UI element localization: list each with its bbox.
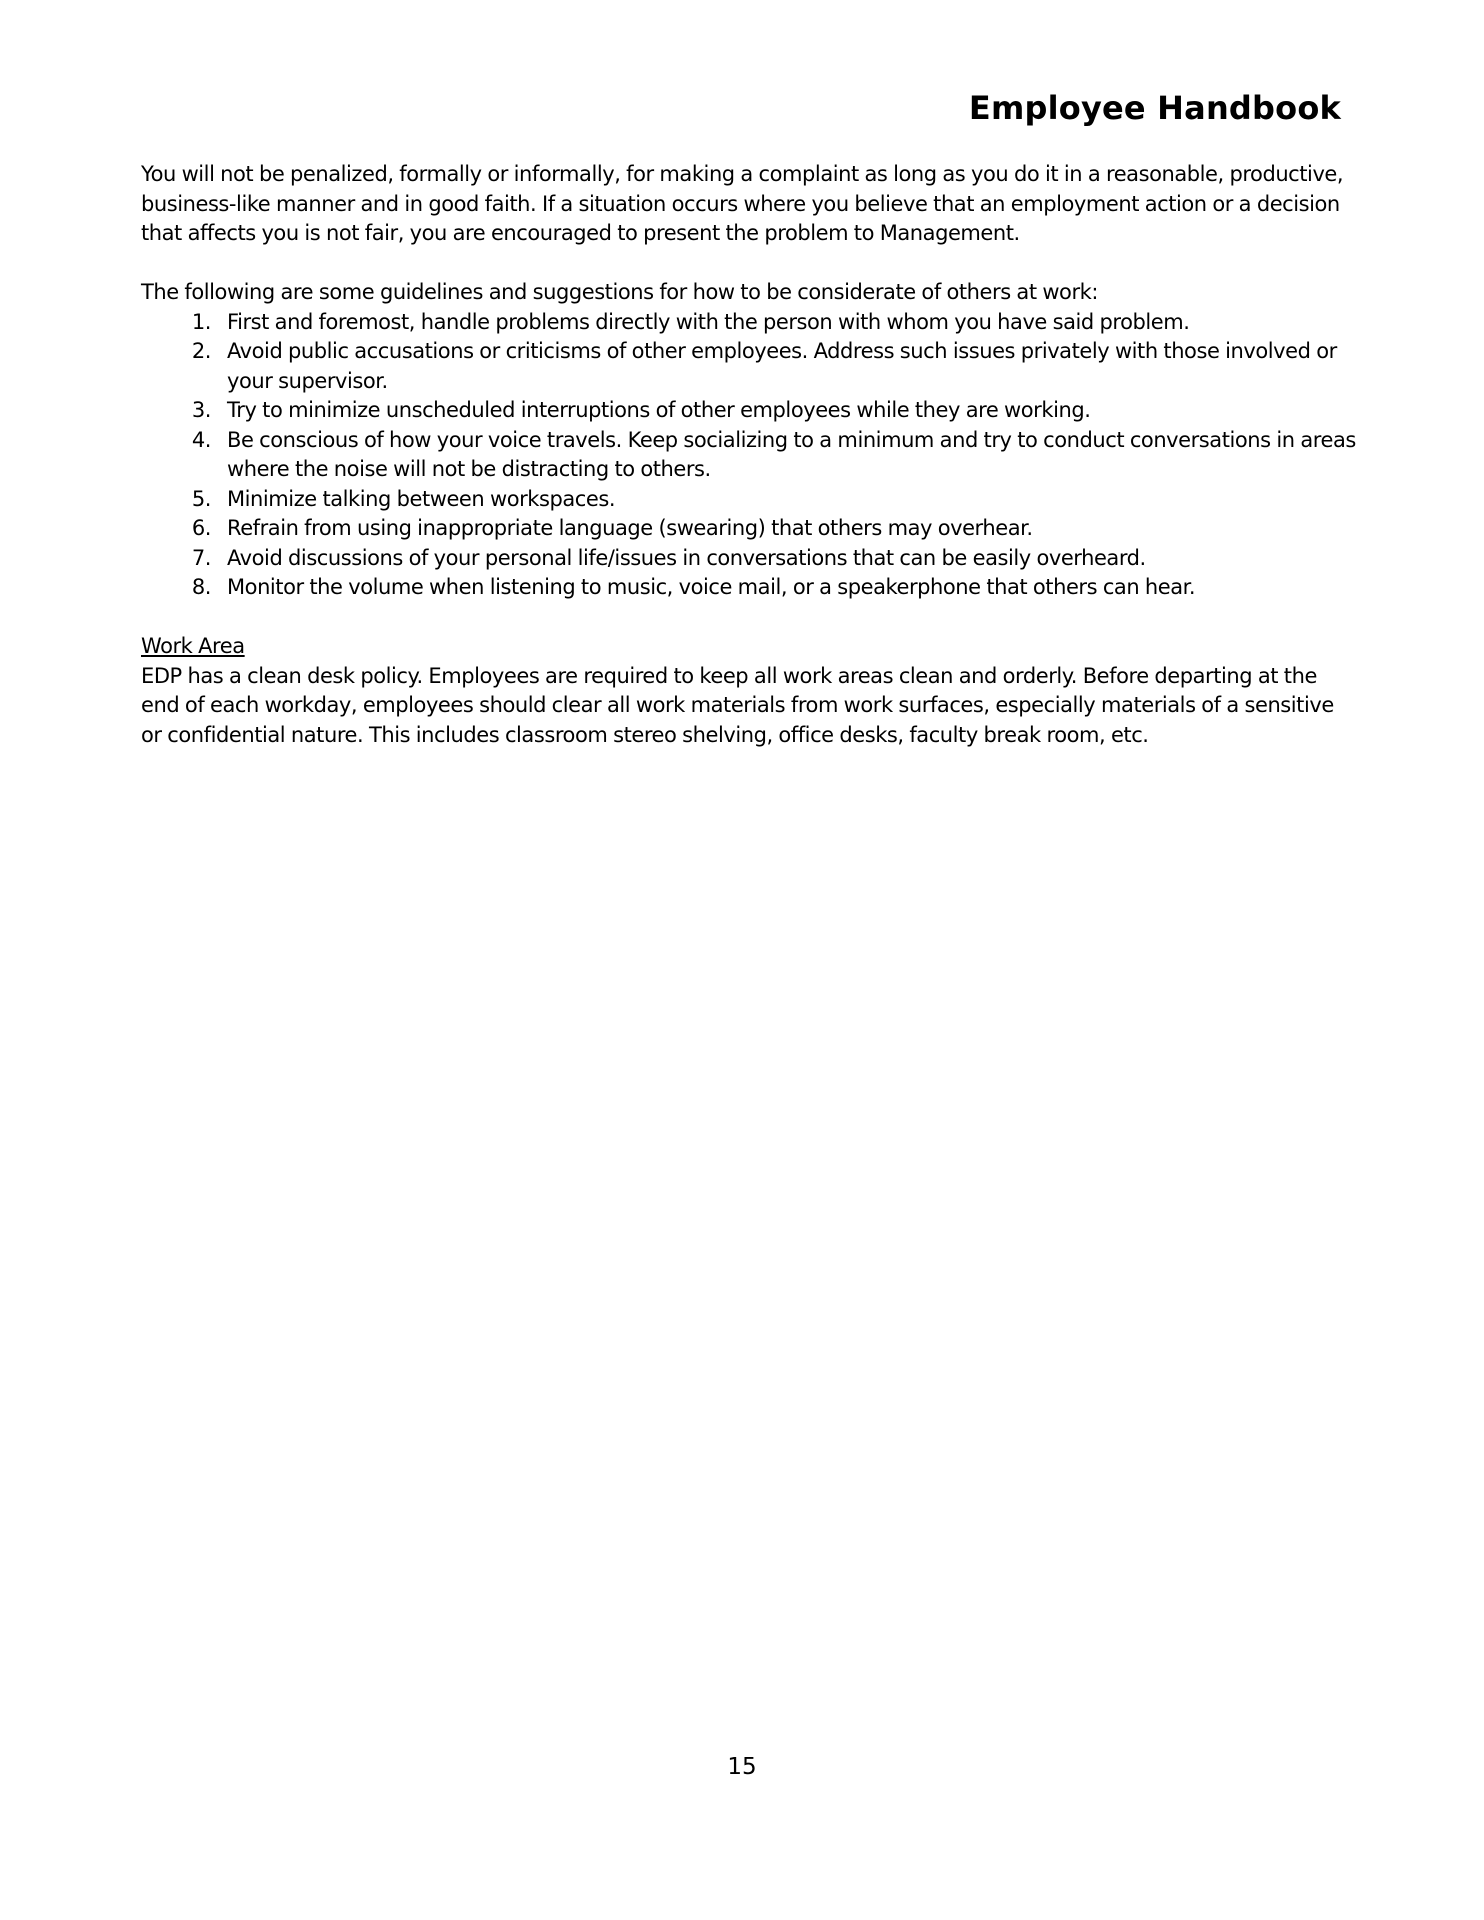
list-number: 2. bbox=[191, 339, 211, 363]
complaint-paragraph: You will not be penalized, formally or informally, for making a complaint as long as you do it in a reasonable, productive, business-like manner and in good faith. If a situation occurs where you believe that an employment action or a decision that affects you is not fair, you are encouraged to present the problem to Management. bbox=[141, 162, 1344, 245]
paragraph-spacer bbox=[141, 603, 1356, 633]
guideline-text: Avoid public accusations or criticisms of other employees. Address such issues privately with those involved or your supervisor. bbox=[227, 339, 1337, 393]
guideline-text: Refrain from using inappropriate language (swearing) that others may overhear. bbox=[227, 516, 1033, 540]
list-number: 8. bbox=[191, 575, 211, 599]
guidelines-intro: The following are some guidelines and suggestions for how to be considerate of others at work: bbox=[141, 280, 1098, 304]
list-number: 1. bbox=[191, 309, 211, 334]
guideline-text: Be conscious of how your voice travels. Keep socializing to a minimum and try to conduct conversations in areas where the noise will not be distracting to others. bbox=[227, 427, 1356, 481]
guideline-text: First and foremost, handle problems directly with the person with whom you have said problem. bbox=[227, 309, 1190, 334]
list-number: 7. bbox=[191, 545, 211, 570]
list-number: 6. bbox=[191, 516, 211, 540]
work-area-paragraph: EDP has a clean desk policy. Employees are required to keep all work areas clean and orderly. Before departing at the end of each workday, employees should clear all work materials from work surfaces, especially materials of a sensitive or confidential nature. This includes classroom stereo shelving, office desks, faculty break room, etc. bbox=[141, 663, 1334, 747]
paragraph-spacer bbox=[141, 249, 1356, 279]
guideline-item bbox=[141, 514, 1356, 544]
guideline-item bbox=[141, 544, 1356, 574]
guideline-item bbox=[141, 337, 1356, 396]
guideline-item bbox=[141, 308, 1356, 338]
guideline-text: Try to minimize unscheduled interruptions of other employees while they are working. bbox=[227, 398, 1091, 422]
guidelines-list bbox=[141, 308, 1356, 603]
guideline-text: Avoid discussions of your personal life/issues in conversations that can be easily overheard. bbox=[227, 545, 1146, 570]
guideline-text: Monitor the volume when listening to music, voice mail, or a speakerphone that others can hear. bbox=[227, 575, 1196, 599]
guideline-text: Minimize talking between workspaces. bbox=[227, 486, 616, 511]
page-number: 15 bbox=[727, 1754, 757, 1780]
guideline-item bbox=[141, 426, 1356, 485]
guideline-item bbox=[141, 485, 1356, 515]
list-number: 5. bbox=[191, 486, 211, 511]
list-number: 3. bbox=[191, 398, 211, 422]
guideline-item bbox=[141, 573, 1356, 603]
document-body bbox=[141, 160, 1356, 750]
list-number: 4. bbox=[191, 427, 211, 452]
work-area-heading: Work Area bbox=[141, 634, 245, 658]
guideline-item bbox=[141, 396, 1356, 426]
page-title: Employee Handbook bbox=[968, 89, 1341, 127]
